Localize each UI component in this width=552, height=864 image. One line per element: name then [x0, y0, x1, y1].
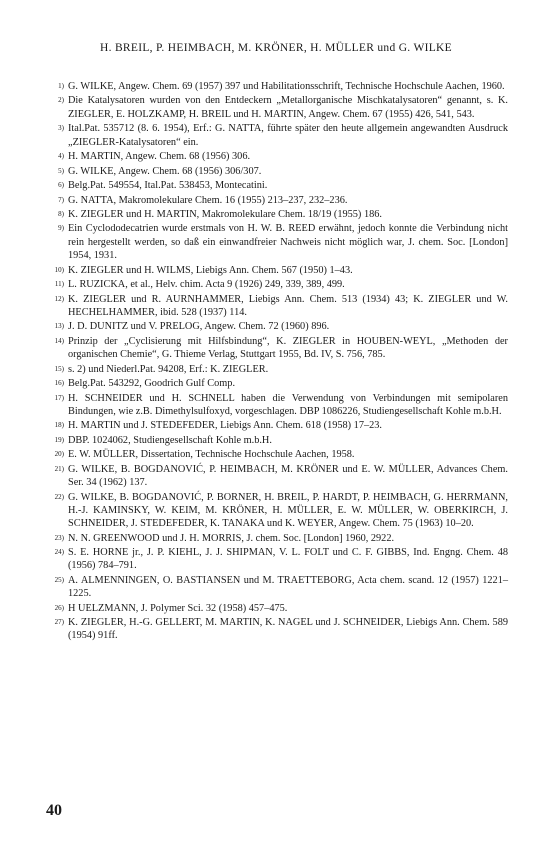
- reference-item: [48, 491, 508, 531]
- reference-text: S. E. HORNE jr., J. P. KIEHL, J. J. SHIPMAN, V. L. FOLT und C. F. GIBBS, Ind. Engng. Chem. 48 (1956) 784–791.: [68, 547, 508, 572]
- reference-number: 14): [54, 336, 64, 345]
- reference-item: [48, 616, 508, 643]
- page-number: 40: [46, 802, 62, 819]
- reference-text: H. MARTIN, Angew. Chem. 68 (1956) 306.: [68, 151, 251, 163]
- running-header: H. BREIL, P. HEIMBACH, M. KRÖNER, H. MÜLLER und G. WILKE: [99, 42, 452, 54]
- reference-item: [48, 448, 508, 461]
- reference-number: 8): [58, 209, 64, 218]
- reference-item: [48, 574, 508, 601]
- reference-item: [48, 94, 508, 121]
- reference-item: [48, 165, 508, 178]
- reference-item: [48, 434, 508, 447]
- reference-number: 4): [58, 152, 64, 161]
- reference-text: Belg.Pat. 543292, Goodrich Gulf Comp.: [68, 378, 236, 390]
- reference-text: G. NATTA, Makromolekulare Chem. 16 (1955) 213–237, 232–236.: [68, 194, 348, 206]
- reference-number: 24): [54, 548, 64, 557]
- reference-item: [48, 363, 508, 376]
- reference-number: 9): [58, 224, 64, 233]
- reference-number: 27): [54, 618, 64, 627]
- reference-number: 6): [58, 181, 64, 190]
- reference-number: 25): [54, 575, 64, 584]
- reference-text: A. ALMENNINGEN, O. BASTIANSEN und M. TRAETTEBORG, Acta chem. scand. 12 (1957) 1221–1225.: [68, 574, 508, 600]
- reference-text: DBP. 1024062, Studiengesellschaft Kohle m.b.H.: [68, 434, 272, 446]
- reference-number: 7): [58, 195, 64, 204]
- reference-text: J. D. DUNITZ und V. PRELOG, Angew. Chem. 72 (1960) 896.: [68, 321, 330, 333]
- reference-text: L. RUZICKA, et al., Helv. chim. Acta 9 (1926) 249, 339, 389, 499.: [68, 279, 345, 291]
- reference-item: [48, 179, 508, 192]
- reference-text: H. MARTIN und J. STEDEFEDER, Liebigs Ann. Chem. 618 (1958) 17–23.: [68, 420, 382, 432]
- reference-number: 13): [54, 322, 64, 331]
- reference-text: H UELZMANN, J. Polymer Sci. 32 (1958) 457–475.: [68, 602, 288, 614]
- reference-item: [48, 602, 508, 615]
- reference-text: E. W. MÜLLER, Dissertation, Technische Hochschule Aachen, 1958.: [68, 449, 355, 461]
- reference-list: [48, 80, 508, 644]
- reference-text: Belg.Pat. 549554, Ital.Pat. 538453, Montecatini.: [68, 180, 268, 192]
- reference-number: 21): [54, 464, 64, 473]
- reference-text: K. ZIEGLER und H. WILMS, Liebigs Ann. Chem. 567 (1950) 1–43.: [68, 264, 353, 276]
- reference-item: [48, 208, 508, 221]
- reference-item: [48, 293, 508, 320]
- reference-item: [48, 546, 508, 573]
- reference-text: G. WILKE, Angew. Chem. 68 (1956) 306/307.: [68, 165, 262, 177]
- reference-item: [48, 320, 508, 333]
- reference-item: [48, 264, 508, 277]
- reference-text: K. ZIEGLER, H.-G. GELLERT, M. MARTIN, K. NAGEL und J. SCHNEIDER, Liebigs Ann. Chem. 589 (1954) 91ff.: [68, 617, 508, 642]
- reference-item: [48, 194, 508, 207]
- reference-item: [48, 532, 508, 545]
- reference-number: 10): [54, 265, 64, 274]
- reference-text: Prinzip der „Cyclisierung mit Hilfsbindung“, K. ZIEGLER in HOUBEN-WEYL, „Methoden der organischen Chemie“, G. Thieme Verlag, Stuttgart 1955, Bd. IV, S. 756, 785.: [68, 335, 508, 361]
- reference-number: 18): [54, 421, 64, 430]
- reference-number: 22): [54, 492, 64, 501]
- reference-number: 15): [54, 364, 64, 373]
- reference-item: [48, 80, 508, 93]
- reference-number: 23): [54, 533, 64, 542]
- reference-number: 20): [54, 450, 64, 459]
- reference-text: G. WILKE, B. BOGDANOVIĆ, P. HEIMBACH, M. KRÖNER und E. W. MÜLLER, Advances Chem. Ser. 34 (1962) 137.: [68, 463, 508, 489]
- reference-number: 17): [54, 393, 64, 402]
- reference-item: [48, 122, 508, 149]
- reference-text: Die Katalysatoren wurden von den Entdeckern „Metallorganische Mischkatalysatoren“ genannt, s. K. ZIEGLER, E. HOLZKAMP, H. BREIL und H. MARTIN, Angew. Chem. 67 (1955) 426, 541, 543.: [68, 95, 508, 120]
- reference-text: G. WILKE, Angew. Chem. 69 (1957) 397 und Habilitationsschrift, Technische Hochschule Aachen, 1960.: [68, 81, 505, 92]
- reference-number: 3): [58, 124, 64, 133]
- reference-number: 2): [58, 96, 64, 105]
- reference-item: [48, 278, 508, 291]
- reference-text: N. N. GREENWOOD und J. H. MORRIS, J. chem. Soc. [London] 1960, 2922.: [68, 532, 395, 544]
- reference-item: [48, 463, 508, 490]
- reference-item: [48, 335, 508, 362]
- reference-text: Ein Cyclododecatrien wurde erstmals von H. W. B. REED erwähnt, jedoch konnte die Verbindung nicht rein hergestellt werden, so daß ein einwandfreier Nachweis nicht möglich war, J. chem. Soc. [London] 1954, 1931.: [68, 223, 508, 262]
- reference-text: H. SCHNEIDER und H. SCHNELL haben die Verwendung von Verbindungen mit semipolaren Bindungen, wie z.B. Dimethylsulfoxyd, vorgeschlagen. DBP 1086226, Studiengesellschaft Kohle m.b.H.: [68, 392, 508, 417]
- reference-number: 1): [58, 82, 64, 90]
- reference-item: [48, 392, 508, 419]
- reference-text: Ital.Pat. 535712 (8. 6. 1954), Erf.: G. NATTA, führte später den heute allgemein angewandten Ausdruck „ZIEGLER-Katalysatoren“ ein.: [68, 123, 508, 148]
- reference-number: 11): [54, 280, 64, 289]
- reference-item: [48, 222, 508, 262]
- reference-number: 5): [58, 166, 64, 175]
- reference-number: 12): [54, 294, 64, 303]
- reference-text: G. WILKE, B. BOGDANOVIĆ, P. BORNER, H. BREIL, P. HARDT, P. HEIMBACH, G. HERRMANN, H.-J. KAMINSKY, W. KEIM, M. KRÖNER, H. MÜLLER, E. W. MÜLLER, W. OBERKIRCH, J. SCHNEIDER, J. STEDEFEDER, K. TANAKA und K. WEYER, Angew. Chem. 75 (1963) 10–20.: [68, 491, 508, 530]
- reference-number: 16): [54, 379, 64, 388]
- reference-item: [48, 150, 508, 163]
- reference-text: s. 2) und Niederl.Pat. 94208, Erf.: K. ZIEGLER.: [68, 363, 269, 375]
- reference-number: 26): [54, 603, 64, 612]
- reference-item: [48, 419, 508, 432]
- reference-number: 19): [54, 435, 64, 444]
- reference-text: K. ZIEGLER und R. AURNHAMMER, Liebigs Ann. Chem. 513 (1934) 43; K. ZIEGLER und W. HECHELHAMMER, ibid. 528 (1937) 114.: [68, 293, 508, 318]
- reference-item: [48, 377, 508, 390]
- reference-text: K. ZIEGLER und H. MARTIN, Makromolekulare Chem. 18/19 (1955) 186.: [68, 208, 382, 220]
